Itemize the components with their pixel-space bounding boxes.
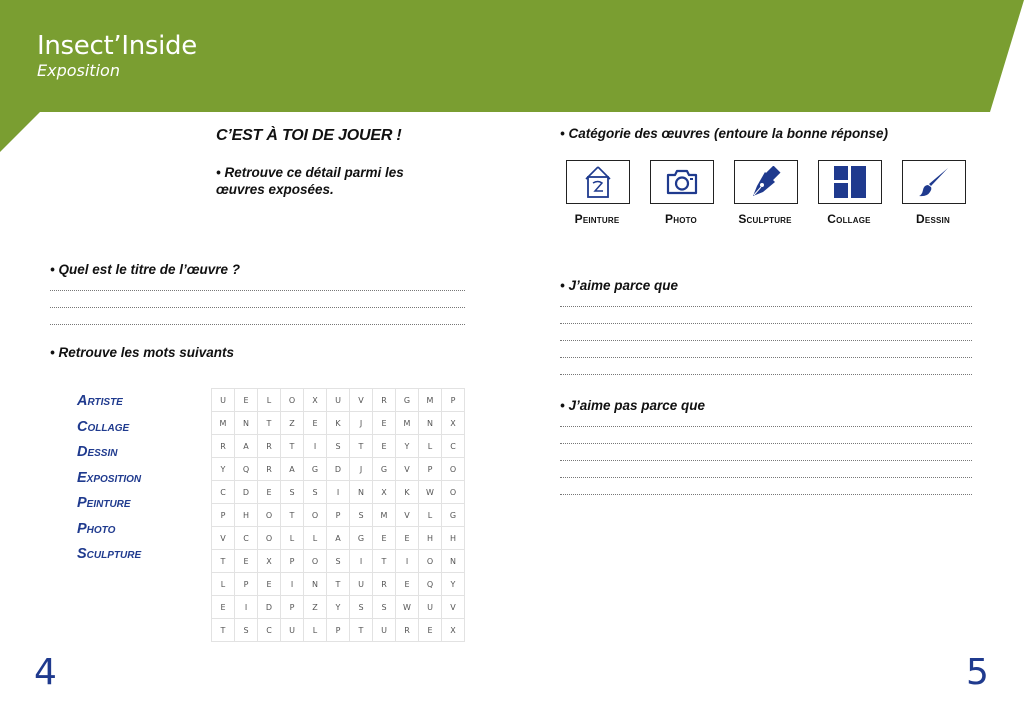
grid-cell[interactable]: R <box>258 458 281 481</box>
grid-cell[interactable]: Y <box>327 596 350 619</box>
grid-cell[interactable]: V <box>442 596 465 619</box>
grid-cell[interactable]: E <box>212 596 235 619</box>
grid-cell[interactable]: E <box>396 527 419 550</box>
grid-cell[interactable]: J <box>350 458 373 481</box>
grid-cell[interactable]: T <box>350 619 373 642</box>
grid-cell[interactable]: U <box>212 389 235 412</box>
grid-cell[interactable]: S <box>327 435 350 458</box>
grid-cell[interactable]: E <box>258 481 281 504</box>
grid-cell[interactable]: I <box>235 596 258 619</box>
page-number-left: 4 <box>34 652 57 693</box>
pen-nib-icon <box>749 166 783 198</box>
grid-cell[interactable]: S <box>327 550 350 573</box>
grid-cell[interactable]: K <box>327 412 350 435</box>
grid-cell[interactable]: X <box>442 619 465 642</box>
category-option-drawing[interactable] <box>902 160 966 204</box>
grid-cell[interactable]: G <box>304 458 327 481</box>
grid-cell[interactable]: H <box>419 527 442 550</box>
brand-title: Insect’Inside <box>37 31 197 61</box>
grid-cell[interactable]: M <box>396 412 419 435</box>
grid-cell[interactable]: O <box>442 481 465 504</box>
answer-line[interactable] <box>50 324 465 325</box>
grid-cell[interactable]: E <box>373 527 396 550</box>
grid-cell[interactable]: C <box>442 435 465 458</box>
grid-cell[interactable]: R <box>373 573 396 596</box>
grid-cell[interactable]: X <box>442 412 465 435</box>
grid-cell[interactable]: P <box>442 389 465 412</box>
grid-cell[interactable]: I <box>281 573 304 596</box>
grid-cell[interactable]: L <box>304 527 327 550</box>
answer-line[interactable] <box>560 306 972 307</box>
grid-cell[interactable]: A <box>281 458 304 481</box>
title-question: • Quel est le titre de l’œuvre ? <box>50 262 241 277</box>
find-detail-line-2: œuvres exposées. <box>216 182 334 197</box>
grid-cell[interactable]: S <box>235 619 258 642</box>
grid-cell[interactable]: H <box>235 504 258 527</box>
grid-cell[interactable]: T <box>212 619 235 642</box>
grid-cell[interactable]: T <box>281 504 304 527</box>
answer-line[interactable] <box>50 290 465 291</box>
grid-cell[interactable]: O <box>258 527 281 550</box>
grid-cell[interactable]: W <box>419 481 442 504</box>
grid-cell[interactable]: Q <box>235 458 258 481</box>
answer-line[interactable] <box>560 477 972 478</box>
grid-cell[interactable]: L <box>281 527 304 550</box>
answer-line[interactable] <box>560 323 972 324</box>
grid-cell[interactable]: O <box>304 550 327 573</box>
grid-cell[interactable]: N <box>419 412 442 435</box>
grid-cell[interactable]: T <box>350 435 373 458</box>
grid-cell[interactable]: M <box>373 504 396 527</box>
grid-cell[interactable]: V <box>212 527 235 550</box>
category-option-collage[interactable] <box>818 160 882 204</box>
grid-cell[interactable]: L <box>258 389 281 412</box>
grid-cell[interactable]: V <box>396 458 419 481</box>
grid-cell[interactable]: O <box>281 389 304 412</box>
grid-cell[interactable]: S <box>350 504 373 527</box>
grid-cell[interactable]: V <box>350 389 373 412</box>
grid-cell[interactable]: X <box>258 550 281 573</box>
grid-cell[interactable]: O <box>419 550 442 573</box>
brush-icon <box>917 165 951 199</box>
grid-cell[interactable]: S <box>281 481 304 504</box>
answer-line[interactable] <box>560 494 972 495</box>
grid-cell[interactable]: Y <box>396 435 419 458</box>
grid-cell[interactable]: K <box>396 481 419 504</box>
category-option-sculpture[interactable] <box>734 160 798 204</box>
grid-cell[interactable]: P <box>419 458 442 481</box>
grid-cell[interactable]: U <box>373 619 396 642</box>
grid-cell[interactable]: M <box>419 389 442 412</box>
grid-cell[interactable]: C <box>212 481 235 504</box>
grid-cell[interactable]: I <box>350 550 373 573</box>
grid-cell[interactable]: C <box>258 619 281 642</box>
grid-cell[interactable]: A <box>235 435 258 458</box>
grid-cell[interactable]: L <box>212 573 235 596</box>
grid-cell[interactable]: O <box>304 504 327 527</box>
grid-cell[interactable]: V <box>396 504 419 527</box>
answer-line[interactable] <box>560 340 972 341</box>
grid-cell[interactable]: D <box>235 481 258 504</box>
grid-cell[interactable]: T <box>281 435 304 458</box>
category-label-sculpture: Sculpture <box>738 212 792 226</box>
grid-cell[interactable]: P <box>281 550 304 573</box>
grid-cell[interactable]: Q <box>419 573 442 596</box>
grid-cell[interactable]: P <box>281 596 304 619</box>
grid-cell[interactable]: I <box>304 435 327 458</box>
grid-cell[interactable]: Y <box>442 573 465 596</box>
grid-cell[interactable]: G <box>350 527 373 550</box>
word-item: Exposition <box>77 469 142 486</box>
grid-cell[interactable]: O <box>258 504 281 527</box>
grid-cell[interactable]: N <box>235 412 258 435</box>
category-label-collage: Collage <box>827 212 871 226</box>
grid-cell[interactable]: R <box>212 435 235 458</box>
page-number-right: 5 <box>966 652 989 693</box>
grid-cell[interactable]: U <box>281 619 304 642</box>
grid-cell[interactable]: E <box>419 619 442 642</box>
grid-cell[interactable]: O <box>442 458 465 481</box>
grid-cell[interactable]: E <box>373 435 396 458</box>
grid-cell[interactable]: S <box>304 481 327 504</box>
grid-cell[interactable]: N <box>350 481 373 504</box>
grid-cell[interactable]: T <box>258 412 281 435</box>
grid-cell[interactable]: J <box>350 412 373 435</box>
word-item: Collage <box>77 418 130 435</box>
grid-cell[interactable]: X <box>304 389 327 412</box>
grid-cell[interactable]: U <box>327 389 350 412</box>
grid-cell[interactable]: G <box>396 389 419 412</box>
grid-cell[interactable]: U <box>419 596 442 619</box>
grid-cell[interactable]: R <box>258 435 281 458</box>
word-item: Sculpture <box>77 546 142 562</box>
word-item: Photo <box>77 520 116 537</box>
grid-cell[interactable]: Y <box>212 458 235 481</box>
collage-icon <box>833 165 867 199</box>
camera-icon <box>665 168 699 196</box>
word-search-grid <box>211 388 465 642</box>
word-item: Peinture <box>77 495 131 511</box>
grid-cell[interactable]: U <box>350 573 373 596</box>
grid-cell[interactable]: Z <box>281 412 304 435</box>
grid-cell[interactable]: I <box>327 481 350 504</box>
grid-cell[interactable]: C <box>235 527 258 550</box>
grid-cell[interactable]: G <box>442 504 465 527</box>
category-label-drawing: Dessin <box>916 212 950 226</box>
grid-cell[interactable]: A <box>327 527 350 550</box>
grid-cell[interactable]: D <box>327 458 350 481</box>
grid-cell[interactable]: X <box>373 481 396 504</box>
category-option-photo[interactable] <box>650 160 714 204</box>
category-label-photo: Photo <box>665 212 697 226</box>
find-detail-instruction <box>216 164 404 198</box>
grid-cell[interactable]: E <box>235 389 258 412</box>
grid-cell[interactable]: G <box>373 458 396 481</box>
answer-line[interactable] <box>560 426 972 427</box>
grid-cell[interactable]: E <box>396 573 419 596</box>
dislike-question: • J’aime pas parce que <box>560 398 706 413</box>
answer-line[interactable] <box>560 374 972 375</box>
find-words-instruction: • Retrouve les mots suivants <box>50 345 235 360</box>
grid-cell[interactable]: P <box>327 619 350 642</box>
grid-cell[interactable]: T <box>212 550 235 573</box>
find-detail-line-1: • Retrouve ce détail parmi les <box>216 165 404 180</box>
category-label-painting: Peinture <box>574 212 620 226</box>
category-option-painting[interactable] <box>566 160 630 204</box>
grid-cell[interactable]: Z <box>304 596 327 619</box>
grid-cell[interactable]: H <box>442 527 465 550</box>
answer-line[interactable] <box>560 443 972 444</box>
grid-cell[interactable]: N <box>304 573 327 596</box>
answer-line[interactable] <box>560 357 972 358</box>
grid-cell[interactable]: E <box>304 412 327 435</box>
word-item: Artiste <box>77 393 123 409</box>
grid-cell[interactable]: P <box>327 504 350 527</box>
section-heading: C’EST À TOI DE JOUER ! <box>216 127 402 144</box>
like-question: • J’aime parce que <box>560 278 679 293</box>
painting-icon <box>585 165 611 199</box>
grid-cell[interactable]: W <box>396 596 419 619</box>
answer-line[interactable] <box>560 460 972 461</box>
grid-cell[interactable]: P <box>212 504 235 527</box>
grid-cell[interactable]: I <box>396 550 419 573</box>
grid-cell[interactable]: L <box>304 619 327 642</box>
grid-cell[interactable]: L <box>419 435 442 458</box>
grid-cell[interactable]: T <box>327 573 350 596</box>
grid-cell[interactable]: E <box>258 573 281 596</box>
grid-cell[interactable]: N <box>442 550 465 573</box>
grid-cell[interactable]: S <box>373 596 396 619</box>
grid-cell[interactable]: E <box>235 550 258 573</box>
grid-cell[interactable]: S <box>350 596 373 619</box>
grid-cell[interactable]: M <box>212 412 235 435</box>
grid-cell[interactable]: P <box>235 573 258 596</box>
grid-cell[interactable]: T <box>373 550 396 573</box>
answer-line[interactable] <box>50 307 465 308</box>
word-item: Dessin <box>77 444 118 460</box>
grid-cell[interactable]: L <box>419 504 442 527</box>
grid-cell[interactable]: R <box>373 389 396 412</box>
grid-cell[interactable]: D <box>258 596 281 619</box>
grid-cell[interactable]: E <box>373 412 396 435</box>
category-question: • Catégorie des œuvres (entoure la bonne réponse) <box>560 126 889 141</box>
brand-subtitle: Exposition <box>37 61 120 80</box>
grid-cell[interactable]: R <box>396 619 419 642</box>
